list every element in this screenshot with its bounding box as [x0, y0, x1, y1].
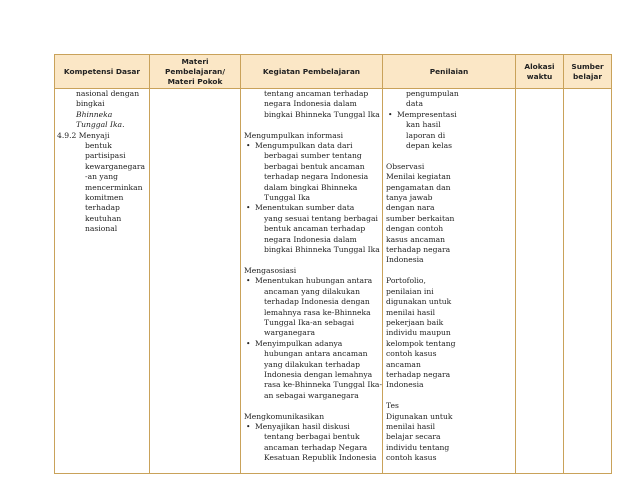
- section-heading: Mengkomunikasikan: [244, 411, 325, 421]
- header-penilaian: Penilaian: [383, 55, 516, 89]
- bullet-item: • Menyajikan hasil diskusi: [244, 422, 382, 432]
- bullet-item: • Menyimpulkan adanya: [244, 339, 382, 349]
- cell-penilaian: pengumpulan data • Mempresentasi kan hasil laporan di depan kelas Observasi Menilai kegiatan pengamatan dan tanya jawab dengan nara sumber berkaitan dengan contoh kasus ancaman terhadap negara Indonesia Portofolio, penilaian ini digunakan untuk menilai hasil pekerjaan baik individu maupun kelompok tentang contoh kasus ancaman terhadap negara Indonesia Tes Digunakan untuk menilai hasil belajar secara individu tentang contoh kasus: [383, 89, 516, 474]
- cell-alokasi-waktu: [516, 89, 564, 474]
- header-materi: Materi Pembelajaran/ Materi Pokok: [150, 55, 241, 89]
- header-alokasi-waktu: Alokasi waktu: [516, 55, 564, 89]
- section-heading: Mengasosiasi: [244, 265, 297, 275]
- cell-materi: [150, 89, 241, 474]
- header-row: [55, 55, 612, 89]
- cell-sumber-belajar: [564, 89, 612, 474]
- content-row: [55, 89, 612, 474]
- header-kompetensi-dasar: Kompetensi Dasar: [55, 55, 150, 89]
- bullet-item: • Menentukan hubungan antara: [244, 276, 382, 286]
- section-heading: Mengumpulkan informasi: [244, 130, 344, 140]
- rpp-table: [54, 54, 612, 474]
- bullet-item: • Menentukan sumber data: [244, 203, 382, 213]
- header-kegiatan: Kegiatan Pembelajaran: [241, 55, 383, 89]
- bullet-item: • Mengumpulkan data dari: [244, 141, 382, 151]
- header-sumber-belajar: Sumber belajar: [564, 55, 612, 89]
- cell-kegiatan: tentang ancaman terhadap negara Indonesia dalam bingkai Bhinneka Tunggal Ika Mengumpulkan informasi • Mengumpulkan data dari berbagai sumber tentang berbagai bentuk ancaman terhadap negara Indonesia dalam bingkai Bhinneka Tunggal Ika • Menentukan sumber data yang sesuai tentang berbagai bentuk ancaman terhadap negara Indonesia dalam bingkai Bhinneka Tunggal Ika Mengasosiasi • Menentukan hubungan antara ancaman yang dilakukan terhadap Indonesia dengan lemahnya rasa ke-Bhinneka Tunggal Ika-an sebagai warganegara • Menyimpulkan adanya hubungan antara ancaman yang dilakukan terhadap Indonesia dengan lemahnya rasa ke-Bhinneka Tunggal Ika- an sebagai warganegara Mengkomunikasikan • Menyajikan hasil diskusi tentang berbagai bentuk ancaman terhadap Negara Kesatuan Republik Indonesia: [241, 89, 383, 474]
- bullet-item: • Mempresentasi: [386, 110, 515, 120]
- cell-kompetensi: nasional dengan bingkai Bhinneka Tunggal Ika. 4.9.2 Menyaji bentuk partisipasi kewarganegara -an yang mencerminkan komitmen terhadap keutuhan nasional: [55, 89, 150, 474]
